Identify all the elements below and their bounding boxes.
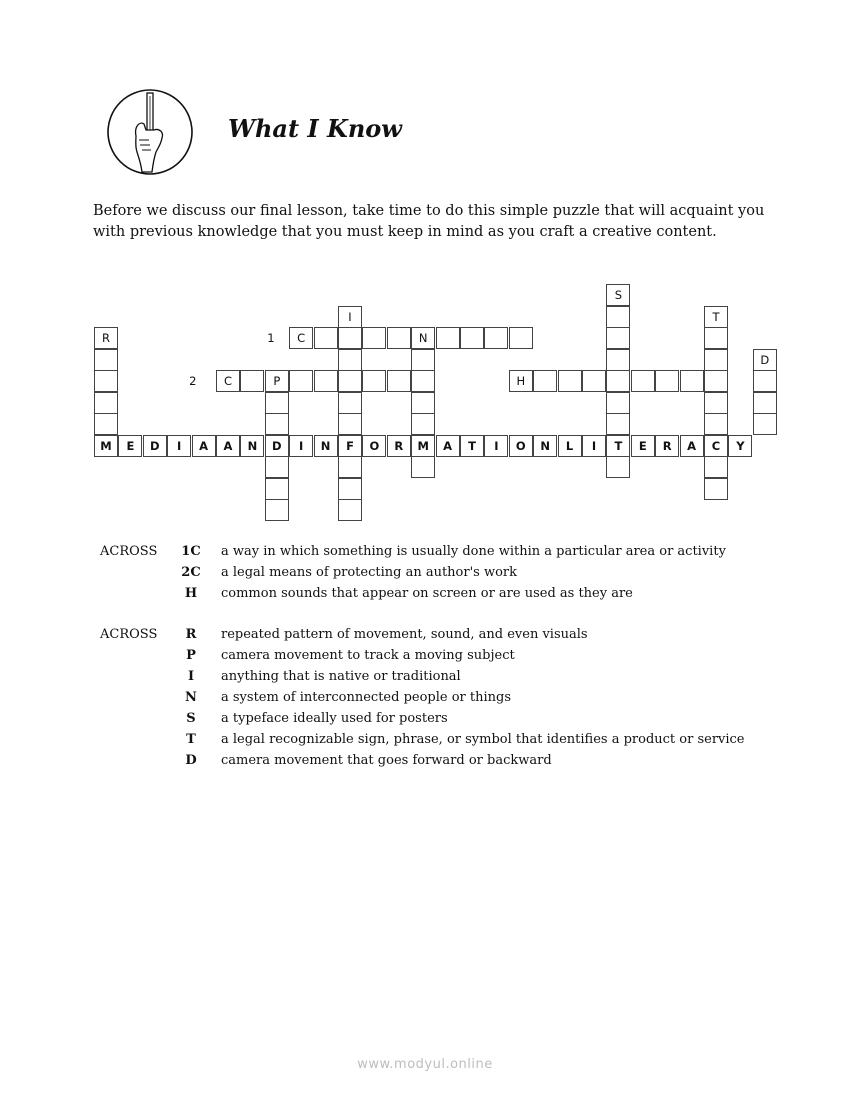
crossword-cell[interactable]: D [753, 349, 777, 371]
crossword-cell[interactable] [606, 306, 630, 328]
crossword-cell[interactable] [411, 349, 435, 371]
crossword-cell[interactable] [362, 370, 386, 392]
crossword-cell[interactable] [314, 327, 338, 349]
crossword-cell[interactable] [704, 370, 728, 392]
crossword-cell[interactable] [314, 370, 338, 392]
crossword-cell[interactable] [289, 370, 313, 392]
clue-key: R [185, 627, 197, 642]
clue-heading: ACROSS [100, 627, 158, 642]
crossword-cell[interactable]: A [680, 435, 704, 457]
crossword-cell[interactable] [265, 499, 289, 521]
crossword-cell[interactable]: N [314, 435, 338, 457]
crossword-cell[interactable] [94, 349, 118, 371]
crossword-cell[interactable] [704, 327, 728, 349]
clue-key: D [185, 753, 197, 768]
crossword-cell[interactable] [411, 413, 435, 435]
intro-paragraph: Before we discuss our final lesson, take time to do this simple puzzle that will acquaint you with previous knowledge that you must keep in mind as you craft a creative content. [93, 203, 765, 240]
crossword-cell[interactable] [338, 413, 362, 435]
clue-key: S [186, 711, 196, 726]
clue-text: repeated pattern of movement, sound, and even visuals [221, 627, 588, 642]
crossword-cell[interactable] [704, 413, 728, 435]
crossword-cell[interactable] [411, 456, 435, 478]
clue-heading: ACROSS [100, 544, 158, 559]
clue-text: a way in which something is usually done within a particular area or activity [221, 544, 726, 559]
clue-key: H [184, 586, 198, 601]
crossword-cell[interactable] [655, 370, 679, 392]
crossword-cell[interactable]: E [118, 435, 142, 457]
crossword-cell[interactable] [606, 327, 630, 349]
crossword-cell[interactable] [533, 370, 557, 392]
crossword-cell[interactable] [338, 499, 362, 521]
crossword-cell[interactable]: N [240, 435, 264, 457]
crossword-cell[interactable] [631, 370, 655, 392]
crossword-cell[interactable]: M [411, 435, 435, 457]
crossword-cell[interactable] [753, 370, 777, 392]
crossword-cell[interactable] [240, 370, 264, 392]
clue-key: P [186, 648, 196, 663]
crossword-cell[interactable]: A [436, 435, 460, 457]
clue-text: anything that is native or traditional [221, 669, 461, 684]
crossword-cell[interactable]: C [289, 327, 313, 349]
crossword-cell[interactable] [411, 392, 435, 414]
clue-text: a typeface ideally used for posters [221, 711, 448, 726]
crossword-cell[interactable]: I [484, 435, 508, 457]
crossword-cell[interactable]: N [533, 435, 557, 457]
clue-text: a legal recognizable sign, phrase, or symbol that identifies a product or service [221, 732, 745, 747]
crossword-cell[interactable] [265, 478, 289, 500]
crossword-cell[interactable]: S [606, 284, 630, 306]
crossword-cell[interactable] [460, 327, 484, 349]
crossword-cell[interactable] [94, 370, 118, 392]
crossword-cell[interactable] [582, 370, 606, 392]
crossword-cell[interactable] [704, 349, 728, 371]
crossword-cell[interactable]: A [216, 435, 240, 457]
crossword-grid [0, 0, 850, 530]
crossword-cell[interactable]: R [387, 435, 411, 457]
crossword-cell[interactable] [558, 370, 582, 392]
crossword-cell[interactable]: O [362, 435, 386, 457]
clue-text: a legal means of protecting an author's work [221, 565, 518, 580]
crossword-cell[interactable] [606, 456, 630, 478]
crossword-cell[interactable] [94, 392, 118, 414]
crossword-cell[interactable]: D [265, 435, 289, 457]
crossword-cell[interactable] [265, 456, 289, 478]
crossword-cell[interactable] [411, 370, 435, 392]
clue-key: 2C [181, 565, 201, 580]
crossword-cell[interactable]: N [411, 327, 435, 349]
hand-pencil-icon [106, 88, 194, 176]
clue-key: N [185, 690, 197, 705]
crossword-cell[interactable] [338, 327, 362, 349]
crossword-cell[interactable] [704, 456, 728, 478]
crossword-cell[interactable]: C [216, 370, 240, 392]
crossword-cell[interactable]: M [94, 435, 118, 457]
crossword-cell[interactable] [338, 370, 362, 392]
crossword-cell[interactable]: L [558, 435, 582, 457]
crossword-cell[interactable] [704, 478, 728, 500]
crossword-cell[interactable] [509, 327, 533, 349]
crossword-cell[interactable]: I [338, 306, 362, 328]
crossword-cell[interactable] [94, 413, 118, 435]
clue-key: I [187, 669, 195, 684]
crossword-cell[interactable]: C [704, 435, 728, 457]
crossword-cell[interactable]: F [338, 435, 362, 457]
crossword-cell[interactable]: A [192, 435, 216, 457]
crossword-cell[interactable]: T [704, 306, 728, 328]
crossword-cell[interactable]: R [94, 327, 118, 349]
crossword-cell[interactable] [753, 413, 777, 435]
crossword-cell[interactable] [387, 327, 411, 349]
crossword-cell[interactable] [606, 370, 630, 392]
crossword-cell[interactable]: I [582, 435, 606, 457]
crossword-cell[interactable] [606, 392, 630, 414]
crossword-cell[interactable]: T [606, 435, 630, 457]
crossword-cell[interactable] [338, 392, 362, 414]
crossword-cell[interactable]: T [460, 435, 484, 457]
crossword-cell[interactable] [338, 456, 362, 478]
crossword-cell[interactable] [436, 327, 460, 349]
clue-text: camera movement to track a moving subject [221, 648, 515, 663]
crossword-cell[interactable] [338, 349, 362, 371]
crossword-cell[interactable]: R [655, 435, 679, 457]
clue-key: T [186, 732, 196, 747]
crossword-cell[interactable]: O [509, 435, 533, 457]
crossword-cell[interactable]: E [631, 435, 655, 457]
crossword-cell[interactable] [753, 392, 777, 414]
clue-key: 1C [181, 544, 201, 559]
clue-text: common sounds that appear on screen or are used as they are [221, 586, 633, 601]
crossword-cell[interactable] [606, 349, 630, 371]
crossword-cell[interactable] [484, 327, 508, 349]
crossword-cell[interactable] [265, 392, 289, 414]
crossword-cell[interactable] [387, 370, 411, 392]
clue-number-label: 1 [267, 331, 275, 345]
crossword-cell[interactable] [704, 392, 728, 414]
crossword-cell[interactable]: I [289, 435, 313, 457]
crossword-cell[interactable]: Y [728, 435, 752, 457]
clue-number-label: 2 [189, 374, 197, 388]
crossword-cell[interactable]: D [143, 435, 167, 457]
crossword-cell[interactable] [680, 370, 704, 392]
page-title: What I Know [228, 114, 402, 143]
crossword-cell[interactable]: H [509, 370, 533, 392]
crossword-cell[interactable] [265, 413, 289, 435]
crossword-cell[interactable] [606, 413, 630, 435]
clue-text: camera movement that goes forward or backward [221, 753, 552, 768]
clue-text: a system of interconnected people or things [221, 690, 512, 705]
crossword-cell[interactable] [338, 478, 362, 500]
crossword-cell[interactable]: I [167, 435, 191, 457]
crossword-cell[interactable] [362, 327, 386, 349]
crossword-cell[interactable]: P [265, 370, 289, 392]
footer-watermark: www.modyul.online [357, 1057, 493, 1072]
